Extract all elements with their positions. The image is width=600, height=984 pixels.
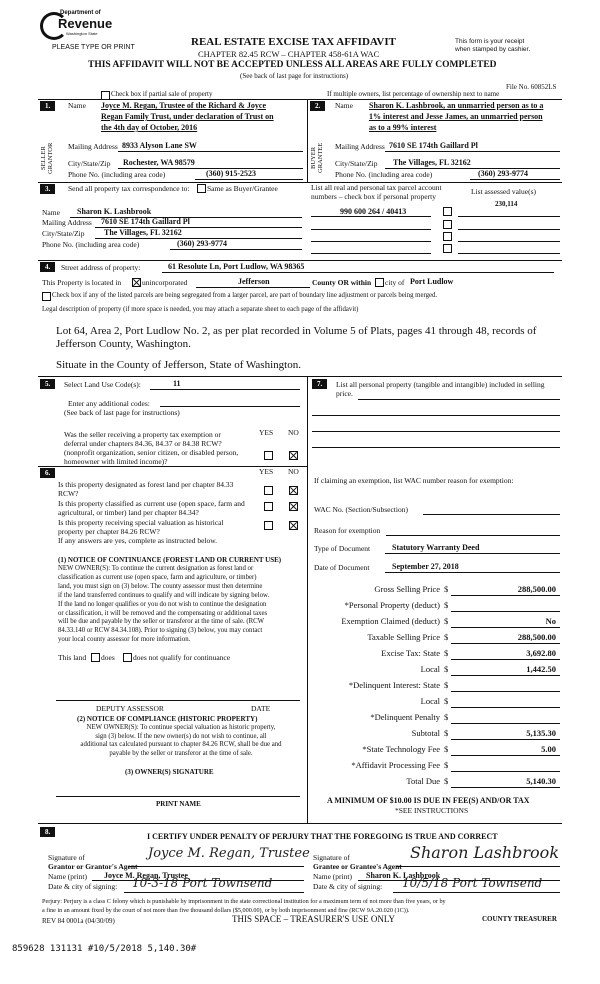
parcel-number: 990 600 264 / 40413 [340, 207, 407, 216]
forest-question-1: Is this property designated as forest land per chapter 84.33 [58, 480, 234, 489]
currency-sign: $ [444, 776, 449, 786]
perjury-line-2: a fine in an amount fixed by the court of not more than five thousand dollars ($5,000.00), or by both imprisonment and fine (RCW 9A.20.020 (1C)). [42, 907, 410, 914]
financial-value: 1,442.50 [526, 664, 556, 674]
currency-sign: $ [444, 584, 449, 594]
current-use-yes-checkbox[interactable] [264, 502, 273, 511]
wac-line [423, 514, 560, 515]
parcel-2-checkbox[interactable] [443, 220, 452, 229]
currency-sign: $ [444, 664, 449, 674]
partial-sale-label: Check box if partial sale of property [111, 90, 213, 98]
buyer-phone-line [470, 179, 560, 180]
doc-date: September 27, 2018 [392, 562, 459, 571]
financial-value: 3,692.80 [526, 648, 556, 658]
financial-line [451, 707, 560, 708]
current-use-question-2: agricultural, or timber) land per chapter 84.34? [58, 508, 199, 517]
notice-1-line: will be due and payable by the seller or transferor at the time of sale. (RCW [58, 618, 265, 626]
land-use-label: Select Land Use Code(s): [64, 380, 141, 389]
financial-label: Local [420, 664, 440, 674]
financial-line [451, 771, 560, 772]
assessed-2-line [458, 229, 560, 230]
multiple-owners-label: If multiple owners, list percentage of ownership next to name [327, 90, 500, 98]
parcel-list-label-2: numbers – check box if personal property [311, 192, 436, 201]
sec3-phone: (360) 293-9774 [177, 239, 227, 248]
sec3-mailing-label: Mailing Address [42, 218, 92, 227]
buyer-mailing-label: Mailing Address [335, 142, 385, 151]
grantee-date-label: Date & city of signing: [313, 882, 383, 891]
section-1-number: 1. [40, 101, 55, 111]
buyer-side-label: BUYER GRANTEE [310, 142, 324, 174]
financial-row [310, 680, 560, 696]
historic-question-1: Is this property receiving special valuation as historical [58, 518, 224, 527]
print-name-label: PRINT NAME [156, 800, 201, 808]
notice-2-line: payable by the seller or transferor at the time of sale. [109, 750, 253, 758]
same-as-buyer-label: Same as Buyer/Grantee [207, 184, 278, 193]
additional-codes-line [160, 406, 300, 407]
buyer-name-1: Sharon K. Lashbrook, an unmarried person as to a [369, 101, 544, 110]
county-name: Jefferson [238, 277, 270, 286]
rule-top [38, 99, 562, 100]
notice-1-line: your local county assessor for more information. [58, 636, 191, 644]
notice-1-line: if the land transferred continues to qualify and will indicate by signing below. [58, 591, 270, 599]
assessed-label: List assessed value(s) [471, 187, 536, 196]
financial-line [451, 627, 560, 628]
financial-value: 5,135.30 [526, 728, 556, 738]
additional-codes-2: (See back of last page for instructions) [64, 408, 180, 417]
buyer-name-label: Name [335, 101, 353, 110]
notice-1-line: or classification, it will be removed and the compensating or additional taxes [58, 609, 268, 617]
current-use-question-1: Is this property classified as current use (open space, farm and [58, 499, 245, 508]
financial-value: 5.00 [541, 744, 556, 754]
financial-value: 288,500.00 [517, 584, 556, 594]
financial-line [451, 611, 560, 612]
personal-property-line-2 [312, 415, 560, 416]
currency-sign: $ [444, 600, 449, 610]
financial-row [310, 600, 560, 616]
grantee-date-line [393, 892, 560, 893]
notice-2-body [58, 724, 304, 759]
sec3-mailing: 7610 SE 174th Gaillard Pl [101, 217, 190, 226]
grantee-name-label: Name (print) [313, 872, 352, 881]
seller-name-2: Regan Family Trust, under declaration of Trust on [101, 112, 274, 121]
same-as-buyer-checkbox[interactable] [197, 184, 206, 193]
grantee-name: Sharon K. Lashbrook [366, 871, 441, 880]
financial-row [310, 760, 560, 776]
notice-2-line: additional tax calculated pursuant to chapter 84.26 RCW, shall be due and [80, 741, 282, 749]
deputy-sign-line [56, 700, 300, 701]
financial-label: Gross Selling Price [374, 584, 440, 594]
exempt-yes-header: YES [259, 428, 274, 437]
exemption-reason-label: Reason for exemption [314, 526, 381, 535]
financial-row [310, 696, 560, 712]
financial-line [451, 739, 560, 740]
parcel-3-line [311, 241, 431, 242]
file-number: File No. 60852LS [506, 83, 557, 91]
grantor-sig-line [128, 866, 304, 867]
land-use-code: 11 [173, 379, 181, 388]
personal-property-line-3 [312, 431, 560, 432]
owner-signature-label: (3) OWNER(S) SIGNATURE [125, 768, 214, 776]
financial-row [310, 728, 560, 744]
legal-label: Legal description of property (if more space is needed, you may attach a separate sheet to each page of the affidavit) [42, 306, 359, 313]
exempt-question-2: deferral under chapters 84.36, 84.37 or 84.38 RCW? [64, 439, 222, 448]
financial-label: *Delinquent Penalty [370, 712, 440, 722]
rule-mid [307, 99, 308, 182]
currency-sign: $ [444, 712, 449, 722]
notice-2-line: NEW OWNER(S): To continue special valuation as historic property, [86, 724, 276, 731]
financial-label: Subtotal [411, 728, 440, 738]
legal-line-1: Lot 64, Area 2, Port Ludlow No. 2, as per plat recorded in Volume 5 of Plats, pages 41 through 48, records of [56, 325, 537, 337]
grantor-date-label: Date & city of signing: [48, 882, 118, 891]
segregated-label: Check box if any of the listed parcels are being segregated from a larger parcel, are part of boundary line adjustment or parcels being merged. [52, 292, 438, 299]
grantor-date-city: 10-3-18 Port Townsend [132, 876, 273, 890]
rule-section-4 [38, 260, 562, 261]
city-of-label: city of [385, 278, 405, 287]
exempt-no-checkbox[interactable] [289, 451, 298, 460]
city-of-checkbox[interactable] [375, 278, 384, 287]
financial-value: No [545, 616, 556, 626]
financial-label: *Delinquent Interest: State [348, 680, 440, 690]
parcel-3-checkbox[interactable] [443, 232, 452, 241]
receipt-note-1: This form is your receipt [455, 38, 525, 45]
receipt-note-2: when stamped by cashier. [455, 46, 531, 53]
county-treasurer: COUNTY TREASURER [482, 915, 557, 923]
currency-sign: $ [444, 744, 449, 754]
notice-1-line: NEW OWNER(S): To continue the current designation as forest land or [58, 565, 254, 572]
form-title: REAL ESTATE EXCISE TAX AFFIDAVIT [191, 36, 396, 48]
financial-row [310, 648, 560, 664]
seller-mailing: 8933 Alyson Lane SW [122, 141, 197, 150]
doc-type-line [385, 553, 560, 554]
sec3-name-label: Name [42, 208, 60, 217]
county-suffix: County OR within [312, 278, 372, 287]
currency-sign: $ [444, 632, 449, 642]
assessed-3-line [458, 241, 560, 242]
financial-line [451, 595, 560, 596]
seller-phone: (360) 915-2523 [206, 169, 256, 178]
forest-no-checkbox[interactable] [289, 486, 298, 495]
sec3-phone-label: Phone No. (including area code) [42, 240, 140, 249]
section-3-number: 3. [40, 184, 55, 194]
assessed-value: 230,114 [495, 200, 518, 208]
financial-row [310, 712, 560, 728]
unincorporated-label: unincorporated [142, 278, 188, 287]
financial-label: Total Due [406, 776, 440, 786]
seller-city: Rochester, WA 98579 [123, 158, 195, 167]
financial-label: *Affidavit Processing Fee [351, 760, 440, 770]
doc-type-label: Type of Document [314, 544, 371, 553]
buyer-mailing: 7610 SE 174th Gaillard Pl [389, 141, 478, 150]
financial-row [310, 776, 560, 792]
does-not-qualify-checkbox[interactable] [123, 653, 132, 662]
rule-section-8 [38, 823, 562, 824]
currency-sign: $ [444, 760, 449, 770]
financial-label: Exemption Claimed (deduct) [341, 616, 440, 626]
rule-section-3 [38, 182, 562, 183]
buyer-mailing-line [385, 151, 560, 152]
seller-city-label: City/State/Zip [68, 159, 111, 168]
revision-number: REV 84 0001a (04/30/09) [42, 917, 115, 925]
notice-1-line: If the land no longer qualifies or you do not wish to continue the designation [58, 600, 267, 608]
parcel-list-label-1: List all real and personal tax parcel account [311, 183, 442, 192]
grantor-name: Joyce M. Regan, Trustee [104, 871, 188, 880]
financial-line [451, 723, 560, 724]
exempt-question-1: Was the seller receiving a property tax exemption or [64, 430, 221, 439]
situate-line: Situate in the County of Jefferson, State of Washington. [56, 359, 301, 371]
perjury-line-1: Perjury: Perjury is a class C felony which is punishable by imprisonment in the state correctional institution for a maximum term of not more than five years, or by [42, 898, 446, 905]
located-prefix: This Property is located in [42, 278, 122, 287]
grantee-sig-label-2: Grantee or Grantee's Agent [313, 862, 402, 871]
dept-line1: Department of [60, 10, 101, 16]
financial-line [451, 691, 560, 692]
financial-value: 288,500.00 [517, 632, 556, 642]
current-use-no-checkbox[interactable] [289, 502, 298, 511]
form-chapter: CHAPTER 82.45 RCW – CHAPTER 458-61A WAC [198, 49, 380, 59]
section-6-number: 6. [40, 468, 55, 478]
warning: THIS AFFIDAVIT WILL NOT BE ACCEPTED UNLESS ALL AREAS ARE FULLY COMPLETED [88, 60, 497, 70]
seller-side-label: SELLER GRANTOR [40, 142, 54, 174]
parcel-1-checkbox[interactable] [443, 207, 452, 216]
grantor-name-label: Name (print) [48, 872, 87, 881]
sec3-city-label: City/State/Zip [42, 229, 85, 238]
seller-name-3: the 4th day of October, 2016 [101, 123, 198, 132]
land-qualify-prefix: This land [58, 653, 87, 662]
exemption-label: If claiming an exemption, list WAC number reason for exemption: [314, 476, 514, 485]
historic-no-checkbox[interactable] [289, 521, 298, 530]
currency-sign: $ [444, 696, 449, 706]
dor-logo [40, 10, 113, 40]
grantor-sig-label-1: Signature of [48, 853, 85, 862]
parcel-1-line [311, 216, 431, 217]
grantor-signature: Joyce M. Regan, Trustee [148, 846, 310, 861]
buyer-phone-label: Phone No. (including area code) [335, 170, 433, 179]
parcel-4-line [311, 253, 431, 254]
see-instructions-note: *SEE INSTRUCTIONS [395, 806, 469, 815]
buyer-name-3: as to a 99% interest [369, 123, 437, 132]
treasurer-space: THIS SPACE – TREASURER'S USE ONLY [232, 914, 396, 924]
financial-label: Taxable Selling Price [367, 632, 440, 642]
notice-1-line: land, you must sign on (3) below. The county assessor must then determine [58, 582, 263, 590]
notice-1-body [58, 565, 304, 645]
financial-line [451, 675, 560, 676]
rule-section-5 [38, 376, 562, 377]
doc-type: Statutory Warranty Deed [392, 543, 480, 552]
reason-line-1 [386, 535, 560, 536]
buyer-phone: (360) 293-9774 [478, 169, 528, 178]
sec3-name: Sharon K. Lashbrook [77, 207, 152, 216]
assessed-1-line [458, 216, 560, 217]
additional-codes-1: Enter any additional codes: [68, 399, 150, 408]
financial-row [310, 616, 560, 632]
dept-line3: Washington State [66, 31, 98, 36]
dept-line2: Revenue [58, 16, 113, 31]
grantee-sig-line [396, 866, 560, 867]
seller-phone-label: Phone No. (including area code) [68, 170, 166, 179]
notice-1-line: 84.33.140 or RCW 84.34.108). Prior to signing (3) below, you may contact [58, 627, 263, 635]
does-label: does [101, 653, 115, 662]
deputy-date-label: DATE [251, 704, 271, 713]
doc-date-line [385, 572, 560, 573]
grantee-signature: Sharon Lashbrook [410, 843, 560, 862]
exempt-yes-checkbox[interactable] [264, 451, 273, 460]
deputy-assessor-label: DEPUTY ASSESSOR [96, 704, 164, 713]
sec6-no-header: NO [288, 467, 299, 476]
grantee-sig-label-1: Signature of [313, 853, 350, 862]
rule-column-split [307, 376, 308, 823]
minimum-due-note: A MINIMUM OF $10.00 IS DUE IN FEE(S) AND/OR TAX [327, 796, 530, 805]
financial-label: *Personal Property (deduct) [344, 600, 440, 610]
does-not-label: does not qualify for continuance [133, 653, 231, 662]
buyer-city: The Villages, FL 32162 [393, 158, 471, 167]
financial-row [310, 744, 560, 760]
financial-row [310, 664, 560, 680]
exempt-question-3: (nonprofit organization, senior citizen, or disabled person, [64, 448, 239, 457]
financial-row [310, 632, 560, 648]
type-or-print: PLEASE TYPE OR PRINT [52, 44, 135, 51]
section-8-number: 8. [40, 827, 55, 837]
does-qualify-checkbox[interactable] [91, 653, 100, 662]
grantor-sig-label-2: Grantor or Grantor's Agent [48, 862, 138, 871]
financial-label: Local [420, 696, 440, 706]
answers-yes-note: If any answers are yes, complete as instructed below. [58, 536, 218, 545]
section-7-number: 7. [312, 379, 327, 389]
section-2-number: 2. [310, 101, 325, 111]
financial-value: 5,140.30 [526, 776, 556, 786]
street-label: Street address of property: [61, 263, 141, 272]
currency-sign: $ [444, 680, 449, 690]
legal-line-2: Jefferson County, Washington. [56, 338, 191, 350]
financial-label: *State Technology Fee [362, 744, 440, 754]
forest-question-2: RCW? [58, 489, 79, 498]
buyer-city-line [385, 168, 560, 169]
currency-sign: $ [444, 648, 449, 658]
buyer-name-2: 1% interest and Jesse James, an unmarried person [369, 112, 543, 121]
unincorporated-checkbox[interactable] [132, 278, 141, 287]
currency-sign: $ [444, 616, 449, 626]
grantee-date-city: 10/5/18 Port Townsend [402, 876, 543, 890]
financial-label: Excise Tax: State [381, 648, 440, 658]
historic-question-2: property per chapter 84.26 RCW? [58, 527, 160, 536]
seller-mailing-label: Mailing Address [68, 142, 118, 151]
sec3-phone-line [170, 249, 302, 250]
financial-row [310, 584, 560, 600]
historic-yes-checkbox[interactable] [264, 521, 273, 530]
financial-line [451, 787, 560, 788]
financial-line [451, 755, 560, 756]
seller-name-label: Name [68, 101, 86, 110]
send-correspondence-label: Send all property tax correspondence to: [68, 184, 190, 193]
parcel-2-line [311, 229, 431, 230]
financial-line [451, 643, 560, 644]
grantor-date-line [124, 892, 304, 893]
section-4-number: 4. [40, 262, 55, 272]
exempt-no-header: NO [288, 428, 299, 437]
street-address: 61 Resolute Ln, Port Ludlow, WA 98365 [168, 262, 305, 271]
forest-yes-checkbox[interactable] [264, 486, 273, 495]
personal-property-line-1 [358, 399, 560, 400]
doc-date-label: Date of Document [314, 563, 370, 572]
assessed-4-line [458, 253, 560, 254]
see-back: (See back of last page for instructions) [240, 72, 349, 80]
sec3-city: The Villages, FL 32162 [104, 228, 182, 237]
street-line [162, 272, 554, 273]
cashier-stamp: 859628 131131 #10/5/2018 5,140.30# [12, 944, 197, 954]
exempt-question-4: homeowner with limited income)? [64, 457, 168, 466]
notice-1-title: (1) NOTICE OF CONTINUANCE (FOREST LAND OR CURRENT USE) [58, 556, 282, 564]
sec6-yes-header: YES [259, 467, 274, 476]
personal-property-label-1: List all personal property (tangible and intangible) included in selling [336, 380, 545, 389]
financial-line [451, 659, 560, 660]
city-name: Port Ludlow [410, 277, 454, 286]
land-use-line [150, 389, 300, 390]
owner-signature-line [56, 796, 300, 797]
notice-2-title: (2) NOTICE OF COMPLIANCE (HISTORIC PROPERTY) [77, 715, 258, 723]
county-line [196, 287, 310, 288]
currency-sign: $ [444, 728, 449, 738]
notice-2-line: sign (3) below. If the new owner(s) do not wish to continue, all [95, 732, 267, 740]
wac-label: WAC No. (Section/Subsection) [314, 505, 408, 514]
parcel-4-checkbox[interactable] [443, 244, 452, 253]
personal-property-line-4 [312, 447, 560, 448]
section-5-number: 5. [40, 379, 55, 389]
notice-1-line: classification as current use (open space, farm and agriculture, or timber) [58, 573, 257, 581]
buyer-city-label: City/State/Zip [335, 159, 378, 168]
segregated-checkbox[interactable] [42, 292, 51, 301]
seller-phone-line [195, 179, 303, 180]
personal-property-label-2: price. [336, 389, 353, 398]
seller-name-1: Joyce M. Regan, Trustee of the Richard & Joyce [101, 101, 266, 110]
seller-mailing-line [118, 151, 303, 152]
certify-statement: I CERTIFY UNDER PENALTY OF PERJURY THAT THE FOREGOING IS TRUE AND CORRECT [147, 832, 498, 841]
